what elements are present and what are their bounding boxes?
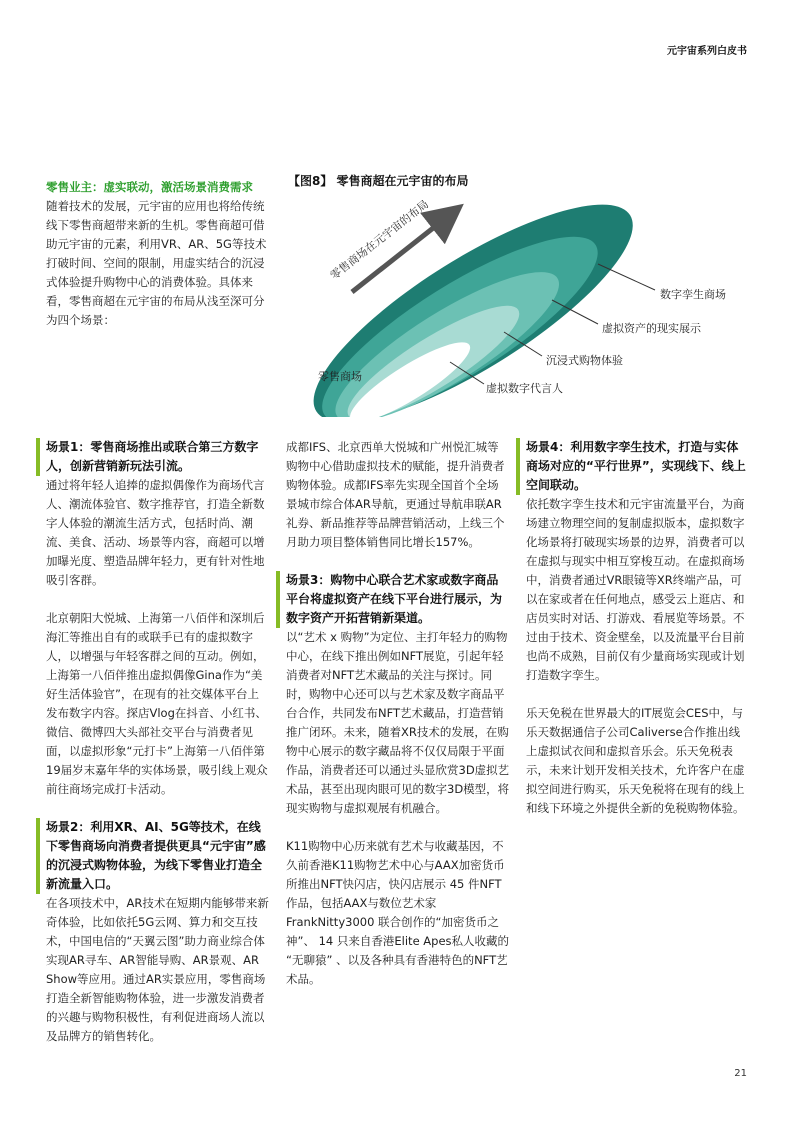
header-title: 元宇宙系列白皮书 xyxy=(667,46,747,57)
page-number: 21 xyxy=(734,1068,747,1079)
layout-diagram xyxy=(280,192,750,417)
label-digital-twin: 数字孪生商场 xyxy=(660,288,726,301)
scene4-heading: 场景4：利用数字孪生技术，打造与实体商场对应的“平行世界”，实现线下、线上空间联动。 xyxy=(516,438,750,495)
intro-body: 随着技术的发展，元宇宙的应用也将给传统线下零售商超带来新的生机。零售商超可借助元宇宙的元素，利用VR、AR、5G等技术打破时间、空间的限制，用虚实结合的沉浸式体验提升购物中心的消费体验。具体来看，零售商超在元宇宙的布局从浅至深可分为四个场景： xyxy=(46,199,267,327)
column2-paragraph-0: 成都IFS、北京西单大悦城和广州悦汇城等购物中心借助虚拟技术的赋能，提升消费者购物体验。成都IFS率先实现全国首个全场景城市综合体AR导航，更通过导航串联AR礼券、新品推荐等品牌营销活动，上线三个月助力项目整体销售同比增长157%。 xyxy=(286,440,505,549)
scene3-paragraph-1: 以“艺术 x 购物”为定位、主打年轻力的购物中心，在线下推出例如NFT展览，引起年轻消费者对NFT艺术藏品的关注与探讨。同时，购物中心还可以与艺术家及数字商品平台合作，共同发布NFT艺术藏品，打造营销推广闭环。未来，随着XR技术的发展，在购物中心展示的数字藏品将不仅仅局限于平面作品，消费者还可以通过头显欣赏3D虚拟艺术品，甚至出现肉眼可见的数字3D模型，将现实购物与虚拟观展有机融合。 xyxy=(286,630,510,815)
leader-line-1 xyxy=(598,264,655,290)
column-1 xyxy=(46,438,270,1046)
intro-lead: 零售业主：虚实联动，激活场景消费需求 xyxy=(46,180,253,194)
scene2-paragraph-1: 在各项技术中，AR技术在短期内能够带来新奇体验，比如依托5G云网、算力和交互技术，中国电信的“天翼云图”助力商业综合体实现AR寻车、AR智能导购、AR景观、AR Show等应用。通过AR实景应用，零售商场打造全新智能购物体验，进一步激发消费者的兴趣与购物积极性，有利促进商场人流以及品牌方的销售转化。 xyxy=(46,896,269,1043)
column-3 xyxy=(526,438,750,818)
scene1-heading: 场景1：零售商场推出或联合第三方数字人，创新营销新玩法引流。 xyxy=(36,438,270,476)
scene1-paragraph-1: 通过将年轻人追捧的虚拟偶像作为商场代言人、潮流体验官、数字推荐官，打造全新数字人体验的潮流生活方式，包括时尚、潮流、美食、活动、场景等内容，商超可以增加曝光度、塑造品牌年轻力，更有针对性地吸引客群。 xyxy=(46,478,265,587)
label-retail-mall: 零售商场 xyxy=(318,370,362,383)
scene1-paragraph-2: 北京朝阳大悦城、上海第一八佰伴和深圳后海汇等推出自有的或联手已有的虚拟数字人，以增强与年轻客群之间的互动。例如，上海第一八佰伴推出虚拟偶像Gina作为“美好生活体验官”，在现有的社交媒体平台上发布数字内容。探店Vlog在抖音、小红书、微信、微博四大头部社交平台与消费者见面，以虚拟形象“元打卡”上海第一八佰伴第19届岁末嘉年华的实体场景，吸引线上观众前往商场完成打卡活动。 xyxy=(46,611,268,796)
scene2-heading: 场景2：利用XR、AI、5G等技术，在线下零售商场向消费者提供更具“元宇宙”感的沉浸式购物体验，为线下零售业打造全新流量入口。 xyxy=(36,818,270,894)
figure-title: 【图8】 零售商超在元宇宙的布局 xyxy=(288,174,469,188)
label-virtual-human: 虚拟数字代言人 xyxy=(486,382,563,395)
scene3-heading: 场景3：购物中心联合艺术家或数字商品平台将虚拟资产在线下平台进行展示，为数字资产开拓营销新渠道。 xyxy=(276,571,510,628)
label-immersive: 沉浸式购物体验 xyxy=(546,354,623,367)
arrow-label: 零售商场在元宇宙的布局 xyxy=(327,197,432,283)
intro-section xyxy=(46,178,268,330)
label-virtual-asset: 虚拟资产的现实展示 xyxy=(602,322,701,335)
column-2 xyxy=(286,438,510,989)
scene4-paragraph-1: 依托数字孪生技术和元宇宙流量平台，为商场建立物理空间的复制虚拟版本，虚拟数字化场景将打破现实场景的边界，消费者可以在虚拟与现实中相互穿梭互动。在虚拟商场中，消费者通过VR眼镜等XR终端产品，可以在家或者在任何地点，感受云上逛店、和店员实时对话、打游戏、看展览等场景。不过由于技术、资金壁垒，以及流量平台目前也尚不成熟，目前仅有少量商场实现或计划打造数字孪生。 xyxy=(526,497,745,682)
scene3-paragraph-2: K11购物中心历来就有艺术与收藏基因，不久前香港K11购物艺术中心与AAX加密货币所推出NFT快闪店，快闪店展示 45 件NFT作品，包括AAX与数位艺术家FrankNitty3000 联合创作的“加密货币之神”、 14 只来自香港Elite Apes私人收藏的 “无聊猿” 、以及各种具有香港特色的NFT艺术品。 xyxy=(286,839,510,986)
scene4-paragraph-2: 乐天免税在世界最大的IT展览会CES中，与乐天数据通信子公司Caliverse合作推出线上虚拟试衣间和虚拟音乐会。乐天免税表示，未来计划开发相关技术，允许客户在虚拟空间进行购买，乐天免税将在现有的线上和线下环境之外提供全新的免税购物体验。 xyxy=(526,706,745,815)
